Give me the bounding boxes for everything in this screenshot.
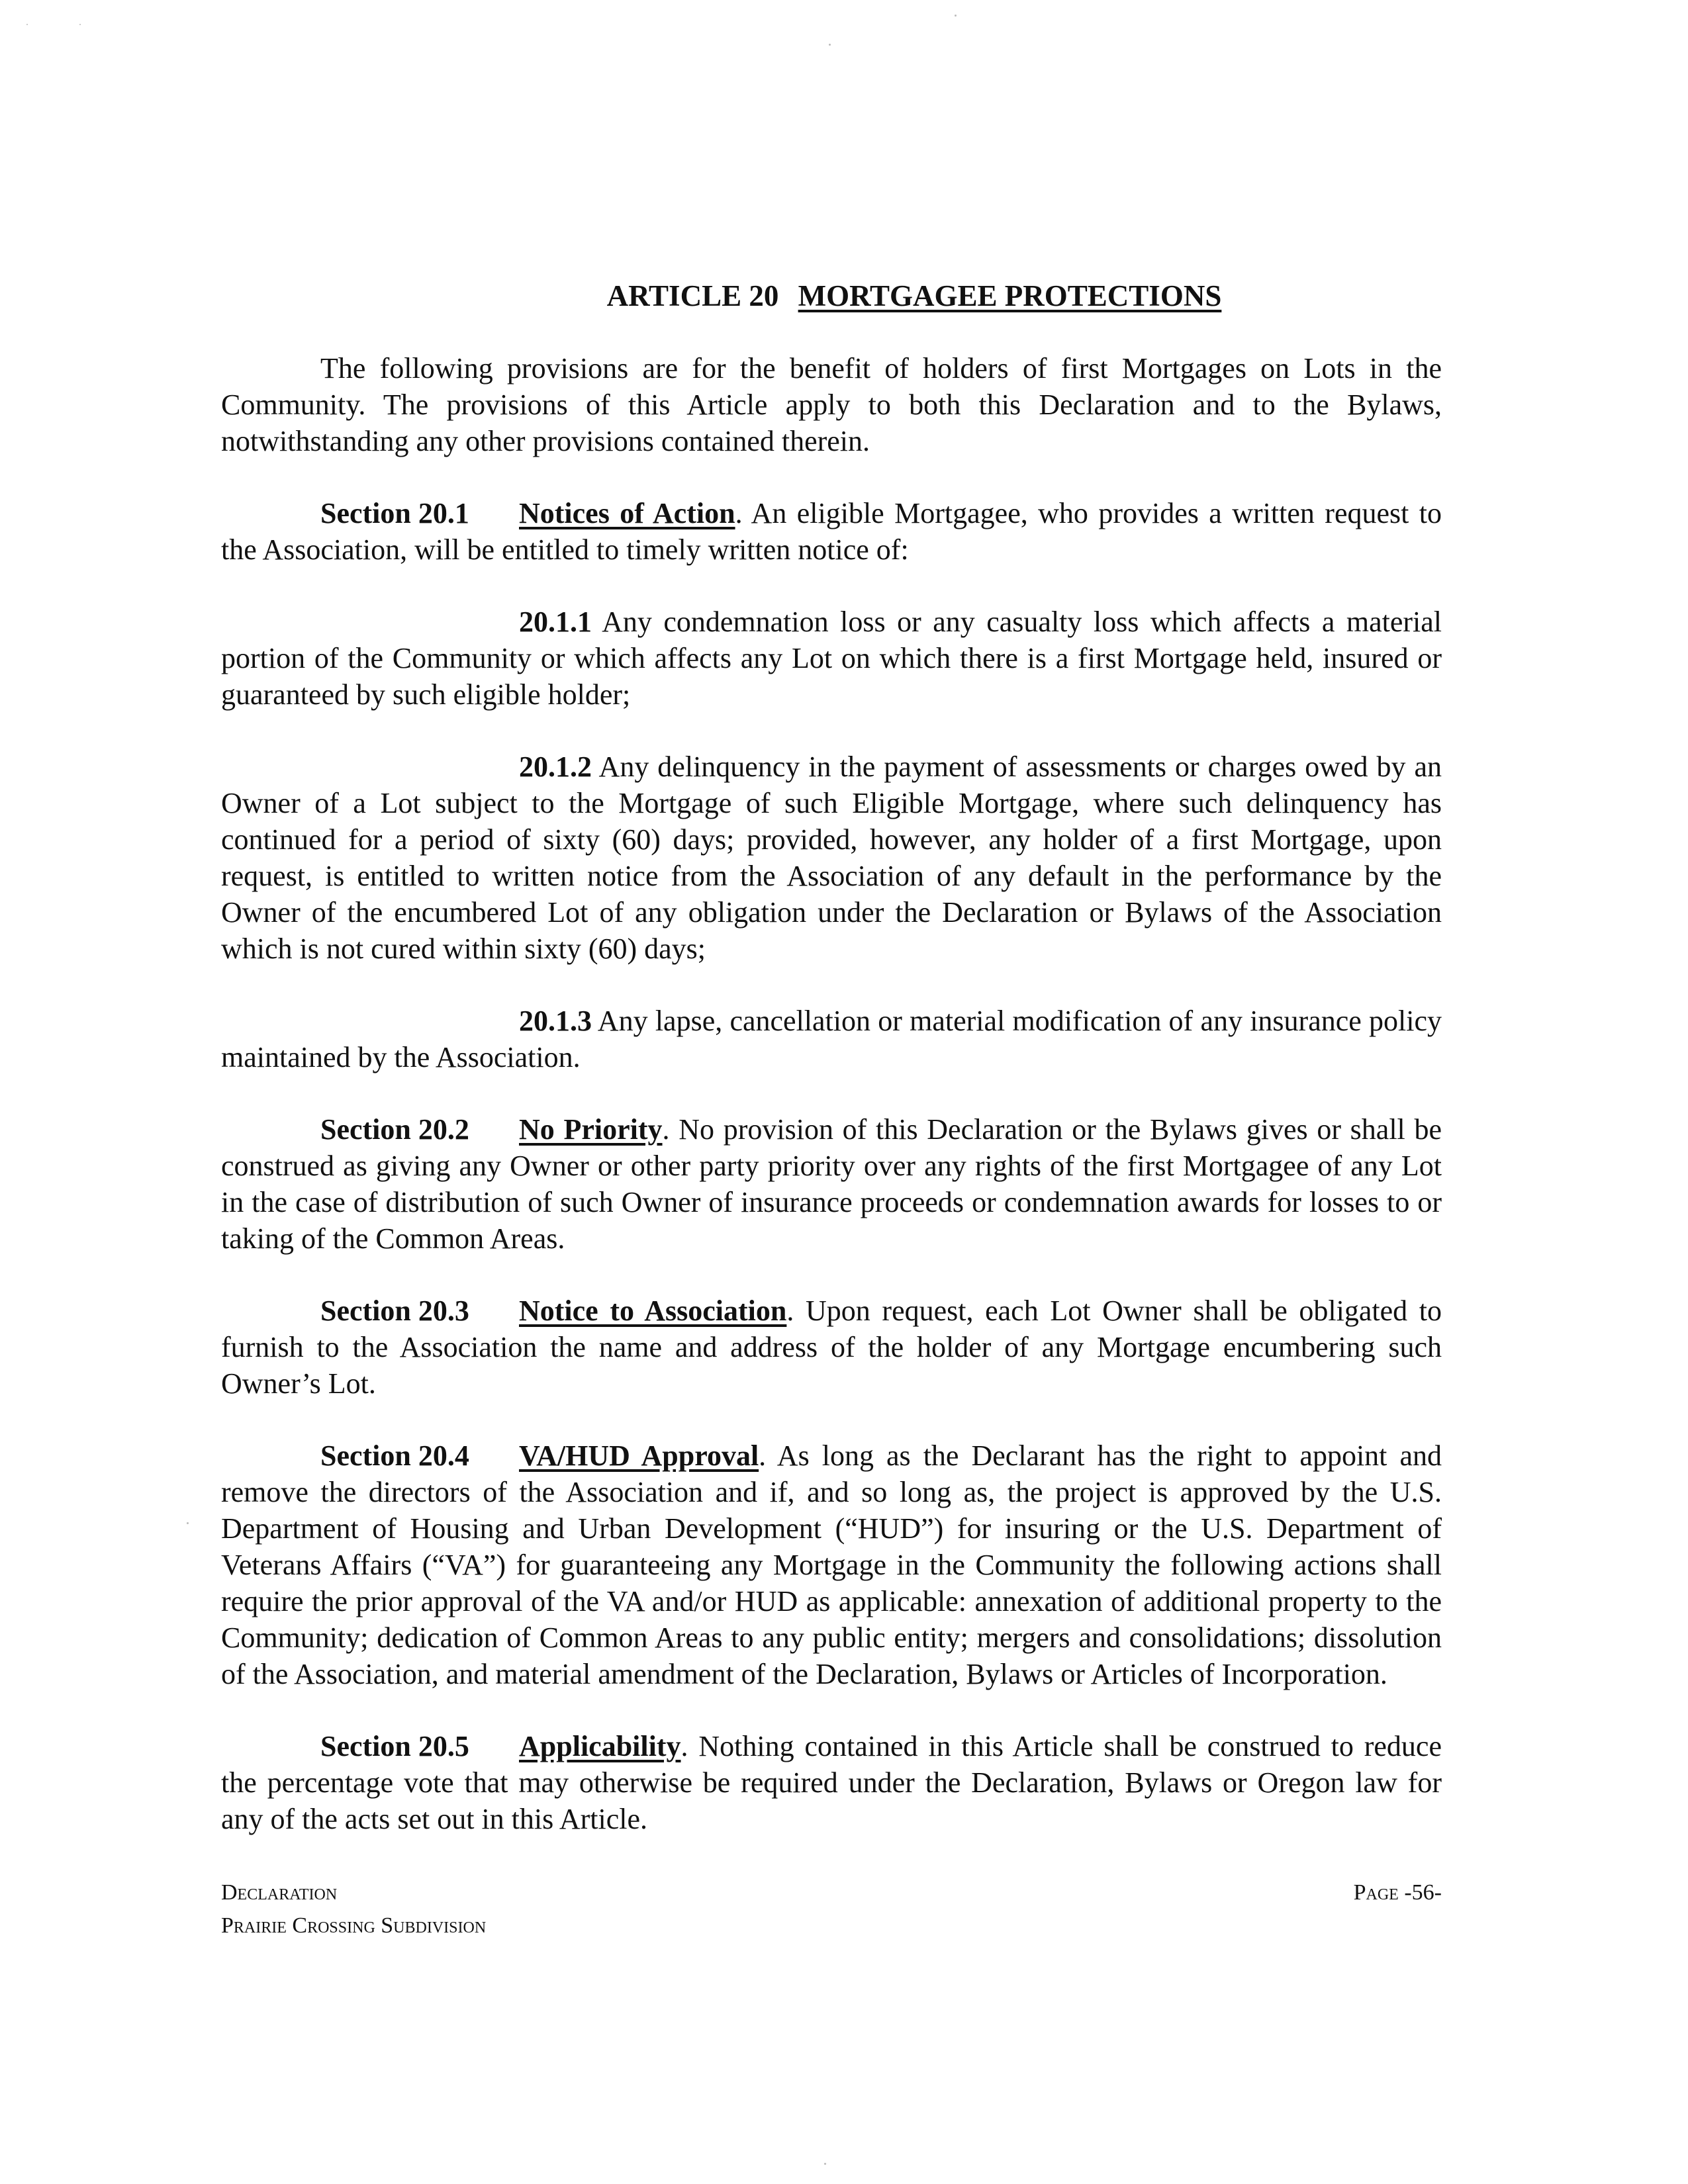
- section-text: . An eligible Mortgagee, who provides a written request to the Association, will be entitled to timely written notice of:: [221, 497, 1442, 566]
- section-title: Notices of Action: [519, 497, 735, 529]
- subsection-number: 20.1.3: [519, 1005, 592, 1037]
- section-title: Notice to Association: [519, 1295, 787, 1327]
- page-number: Page -56-: [1353, 1880, 1442, 1905]
- subsection-number: 20.1.1: [519, 606, 592, 638]
- section-20-1: [221, 495, 1442, 568]
- section-text: . As long as the Declarant has the right to appoint and remove the directors of the Association and if, and so long as, the project is approved by the U.S. Department of Housing and Urban Development (“HUD”) for insuring or the U.S. Department of Veterans Affairs (“VA”) for guaranteeing any Mortgage in the Community the following actions shall require the prior approval of the VA and/or HUD as applicable: annexation of additional property to the Community; dedication of Common Areas to any public entity; mergers and consolidations; dissolution of the Association, and material amendment of the Declaration, Bylaws or Articles of Incorporation.: [221, 1439, 1442, 1690]
- footer-line-1: Declaration: [221, 1880, 338, 1905]
- section-text: . Upon request, each Lot Owner shall be obligated to furnish to the Association the name and address of the holder of any Mortgage encumbering such Owner’s Lot.: [221, 1295, 1442, 1400]
- section-text: . No provision of this Declaration or the Bylaws gives or shall be construed as giving any Owner or other party priority over any rights of the first Mortgagee of any Lot in the case of distribution of such Owner of insurance proceeds or condemnation awards for losses to or taking of the Common Areas.: [221, 1113, 1442, 1255]
- article-heading: [221, 278, 1442, 314]
- subsection-text: Any condemnation loss or any casualty loss which affects a material portion of the Community or which affects any Lot on which there is a first Mortgage held, insured or guaranteed by such eligible holder;: [221, 606, 1442, 711]
- footer-line-2: Prairie Crossing Subdivision: [221, 1913, 487, 1938]
- subsection-20-1-2: [221, 749, 1442, 967]
- section-number: Section 20.2: [320, 1113, 469, 1146]
- section-20-5: [221, 1728, 1442, 1837]
- subsection-number: 20.1.2: [519, 751, 592, 783]
- document-body: [221, 278, 1442, 1873]
- subsection-text: Any delinquency in the payment of assessments or charges owed by an Owner of a Lot subject to the Mortgage of such Eligible Mortgage, where such delinquency has continued for a period of sixty (60) days; provided, however, any holder of a first Mortgage, upon request, is entitled to written notice from the Association of any default in the performance by the Owner of the encumbered Lot of any obligation under the Declaration or Bylaws of the Association which is not cured within sixty (60) days;: [221, 751, 1442, 965]
- article-title: MORTGAGEE PROTECTIONS: [798, 279, 1222, 312]
- section-number: Section 20.3: [320, 1295, 469, 1327]
- article-number: ARTICLE 20: [606, 279, 779, 312]
- section-20-3: [221, 1293, 1442, 1402]
- section-title: VA/HUD Approval: [519, 1439, 759, 1472]
- footer-document-name: [221, 1876, 486, 1942]
- section-number: Section 20.4: [320, 1439, 469, 1472]
- section-title: No Priority: [519, 1113, 663, 1146]
- section-number: Section 20.1: [320, 497, 469, 529]
- section-20-2: [221, 1111, 1442, 1257]
- intro-paragraph: The following provisions are for the benefit of holders of first Mortgages on Lots in the Community. The provisions of this Article apply to both this Declaration and to the Bylaws, notwithstanding any other provisions contained therein.: [221, 352, 1442, 457]
- section-20-4: [221, 1437, 1442, 1692]
- subsection-20-1-3: [221, 1003, 1442, 1075]
- section-number: Section 20.5: [320, 1730, 469, 1762]
- subsection-text: Any lapse, cancellation or material modification of any insurance policy maintained by the Association.: [221, 1005, 1442, 1073]
- subsection-20-1-1: [221, 604, 1442, 713]
- section-title: Applicability: [519, 1730, 681, 1762]
- section-text: . Nothing contained in this Article shall be construed to reduce the percentage vote that may otherwise be required under the Declaration, Bylaws or Oregon law for any of the acts set out in this Article.: [221, 1730, 1442, 1835]
